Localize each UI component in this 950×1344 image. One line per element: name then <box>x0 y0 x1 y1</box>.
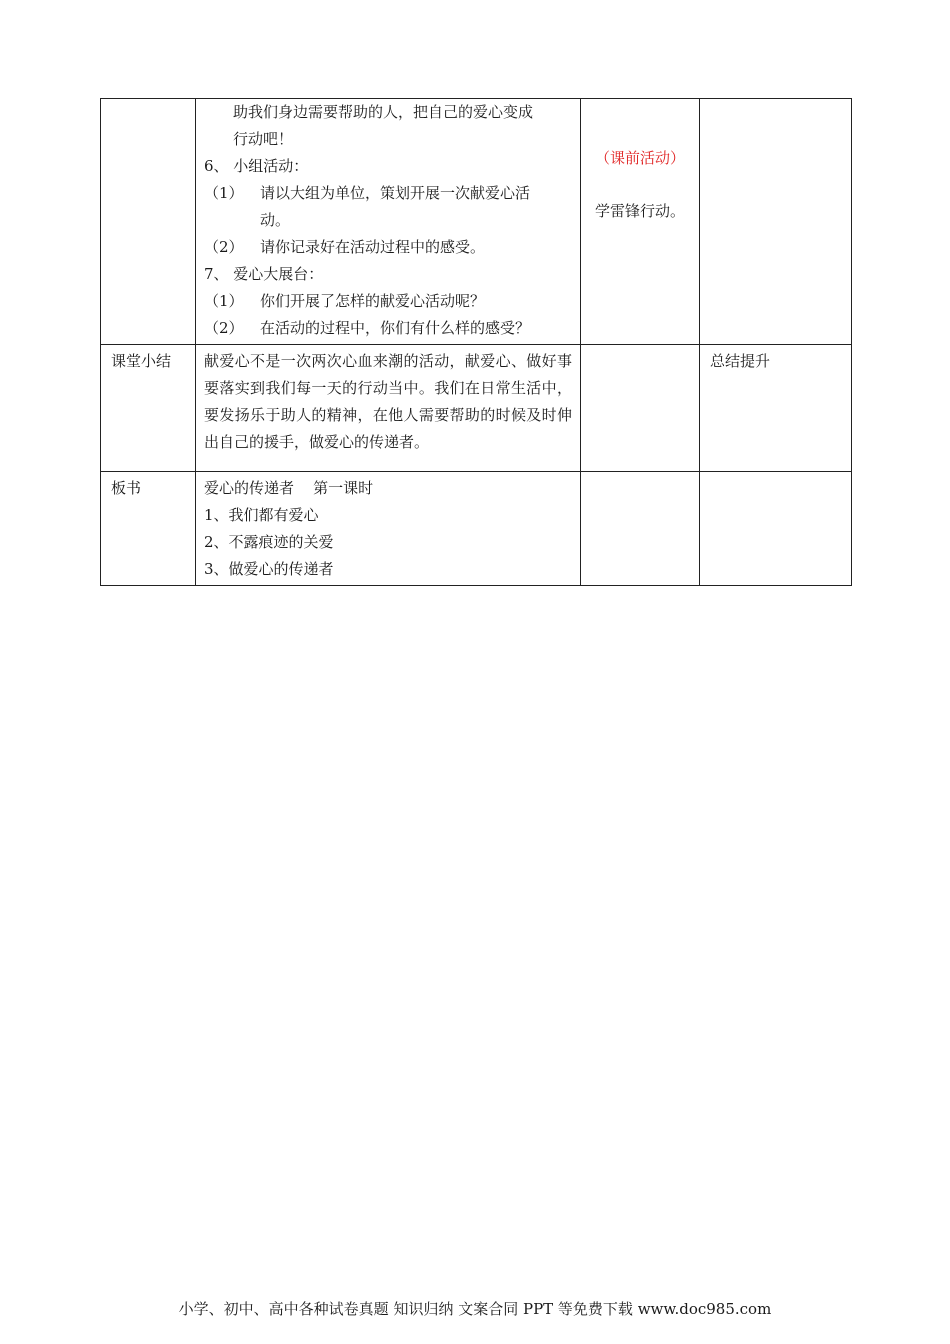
table-row <box>101 345 852 472</box>
notes-cell <box>700 345 852 472</box>
row-label: 板书 <box>111 479 142 497</box>
item-text-continued: 动。 <box>260 211 291 229</box>
intro-line: 行动吧！ <box>233 130 294 148</box>
page-footer: 小学、初中、高中各种试卷真题 知识归纳 文案合同 PPT 等免费下载 www.doc985.com <box>178 1300 772 1318</box>
item-text: 请以大组为单位，策划开展一次献爱心活 <box>260 184 531 202</box>
row-label-cell <box>101 472 196 586</box>
notes-cell <box>700 472 852 586</box>
content-cell <box>196 345 581 472</box>
item-7-heading: 7、 爱心大展台： <box>204 265 324 283</box>
lesson-plan-table <box>100 98 852 586</box>
list-item <box>204 288 572 315</box>
list-item <box>204 180 572 207</box>
item-text: 你们开展了怎样的献爱心活动呢？ <box>260 292 486 310</box>
row-label-cell <box>101 345 196 472</box>
activity-cell <box>581 99 700 345</box>
notes-cell <box>700 99 852 345</box>
item-text: 在活动的过程中，你们有什么样的感受？ <box>260 319 531 337</box>
note-text: 总结提升 <box>710 352 771 370</box>
summary-text: 献爱心不是一次两次心血来潮的活动，献爱心、做好事要落实到我们每一天的行动当中。我们在日常生活中，要发扬乐于助人的精神，在他人需要帮助的时候及时伸出自己的援手，做爱心的传递者。 <box>204 352 572 451</box>
item-number: （1） <box>204 292 244 310</box>
board-title: 爱心的传递者 第一课时 <box>204 479 374 497</box>
list-item <box>204 315 572 342</box>
row-label-cell <box>101 99 196 345</box>
activity-label: （课前活动） <box>594 149 685 167</box>
item-number: （2） <box>204 238 244 256</box>
board-item: 2、不露痕迹的关爱 <box>204 533 334 551</box>
activity-cell <box>581 345 700 472</box>
content-cell <box>196 99 581 345</box>
board-item: 3、做爱心的传递者 <box>204 560 334 578</box>
intro-line: 助我们身边需要帮助的人，把自己的爱心变成 <box>233 103 534 121</box>
content-cell <box>196 472 581 586</box>
item-number: （2） <box>204 319 244 337</box>
board-item: 1、我们都有爱心 <box>204 506 319 524</box>
activity-cell <box>581 472 700 586</box>
item-text: 请你记录好在活动过程中的感受。 <box>260 238 486 256</box>
table-row <box>101 99 852 345</box>
table-row <box>101 472 852 586</box>
activity-text: 学雷锋行动。 <box>594 202 685 220</box>
list-item <box>204 234 572 261</box>
row-label: 课堂小结 <box>111 352 172 370</box>
item-6-heading: 6、 小组活动： <box>204 157 309 175</box>
item-number: （1） <box>204 184 244 202</box>
